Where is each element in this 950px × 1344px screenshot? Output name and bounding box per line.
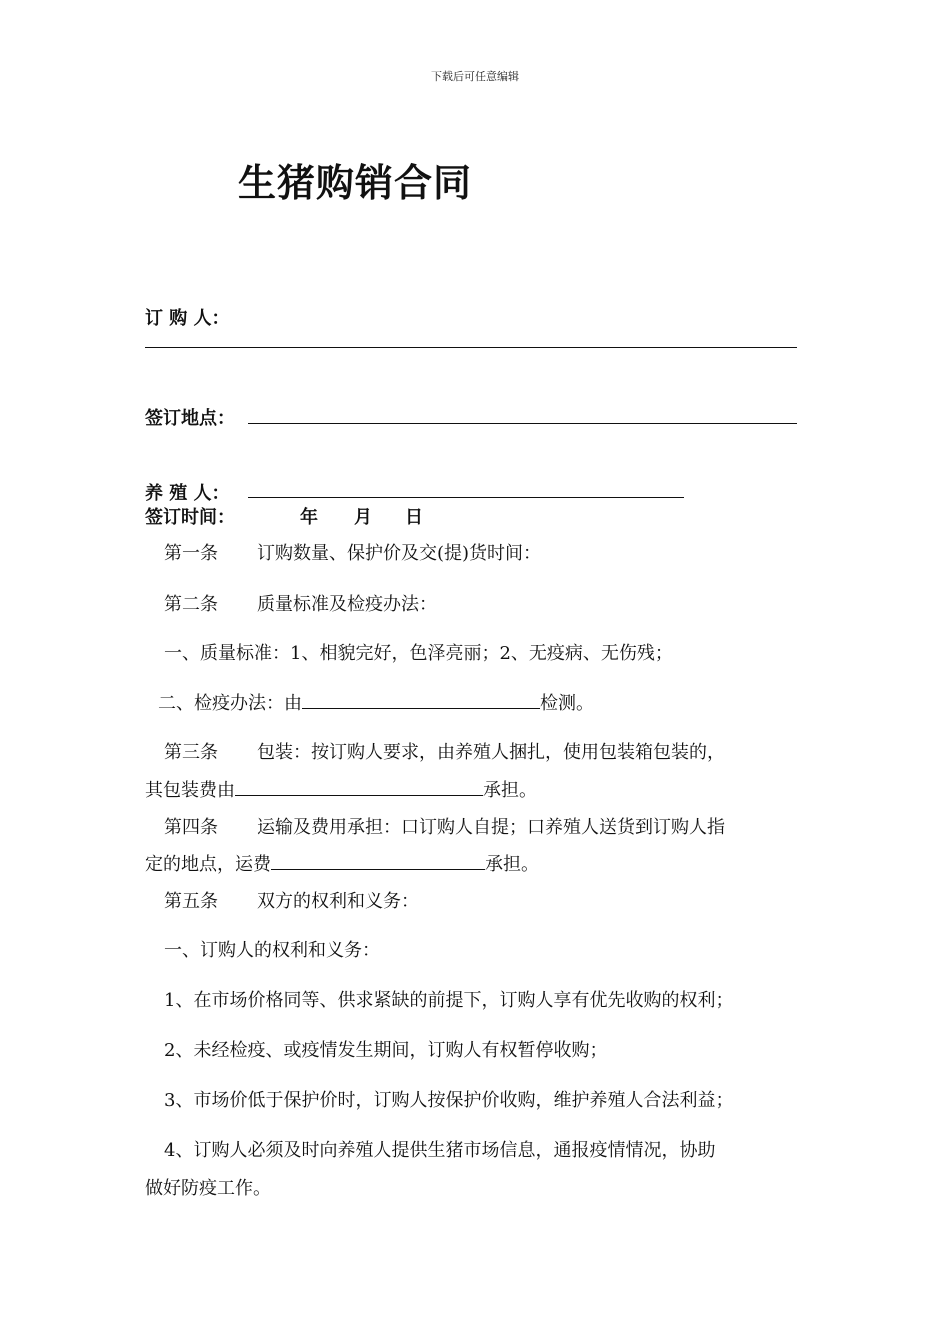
buyer-right-2: 2、未经检疫、或疫情发生期间，订购人有权暂停收购； [164, 1040, 608, 1061]
packaging-fee-blank[interactable] [235, 777, 483, 796]
freight-suffix: 承担。 [485, 854, 539, 875]
buyer-right-4-continuation: 做好防疫工作。 [145, 1178, 271, 1199]
quarantine-method [158, 689, 594, 715]
buyer-right-4: 4、订购人必须及时向养殖人提供生猪市场信息，通报疫情情况，协助 [164, 1140, 716, 1161]
buyer-rights-title: 一、订购人的权利和义务： [164, 940, 380, 961]
packaging-fee-prefix: 其包装费由 [145, 780, 235, 801]
clause-2-number: 第二条 [164, 594, 218, 615]
clause-4-text: 运输及费用承担：口订购人自提；口养殖人送货到订购人指 [257, 817, 725, 838]
buyer-label: 订 购 人： [145, 308, 230, 329]
signing-month: 月 [354, 507, 372, 528]
clause-5-number: 第五条 [164, 891, 218, 912]
clause-3-continuation [145, 776, 537, 802]
signing-place-label: 签订地点： [145, 408, 235, 429]
quarantine-blank[interactable] [302, 690, 540, 709]
page-header-note: 下载后可任意编辑 [431, 70, 519, 83]
signing-year: 年 [300, 507, 318, 528]
clause-3-text: 包装：按订购人要求，由养殖人捆扎，使用包装箱包装的， [257, 742, 725, 763]
clause-3-number: 第三条 [164, 742, 218, 763]
quarantine-suffix: 检测。 [540, 693, 594, 714]
clause-1-number: 第一条 [164, 543, 218, 564]
signing-day: 日 [405, 507, 423, 528]
clause-2-text: 质量标准及检疫办法： [257, 594, 437, 615]
clause-4-number: 第四条 [164, 817, 218, 838]
signing-place-blank-line[interactable] [248, 423, 797, 424]
buyer-right-3: 3、市场价低于保护价时，订购人按保护价收购，维护养殖人合法利益； [164, 1090, 734, 1111]
buyer-blank-line[interactable] [145, 347, 797, 348]
clause-5-text: 双方的权利和义务： [257, 891, 419, 912]
freight-blank[interactable] [271, 851, 485, 870]
quarantine-prefix: 二、检疫办法：由 [158, 693, 302, 714]
breeder-label: 养 殖 人： [145, 483, 230, 504]
packaging-fee-suffix: 承担。 [483, 780, 537, 801]
clause-4-continuation [145, 850, 539, 876]
freight-prefix: 定的地点，运费 [145, 854, 271, 875]
clause-1-text: 订购数量、保护价及交(提)货时间： [257, 543, 542, 564]
contract-title: 生猪购销合同 [238, 161, 473, 205]
buyer-right-1: 1、在市场价格同等、供求紧缺的前提下，订购人享有优先收购的权利； [164, 990, 734, 1011]
breeder-blank-line[interactable] [248, 497, 684, 498]
quality-standard: 一、质量标准：1、相貌完好，色泽亮丽；2、无疫病、无伤残； [164, 643, 673, 664]
signing-time-label: 签订时间： [145, 507, 235, 528]
